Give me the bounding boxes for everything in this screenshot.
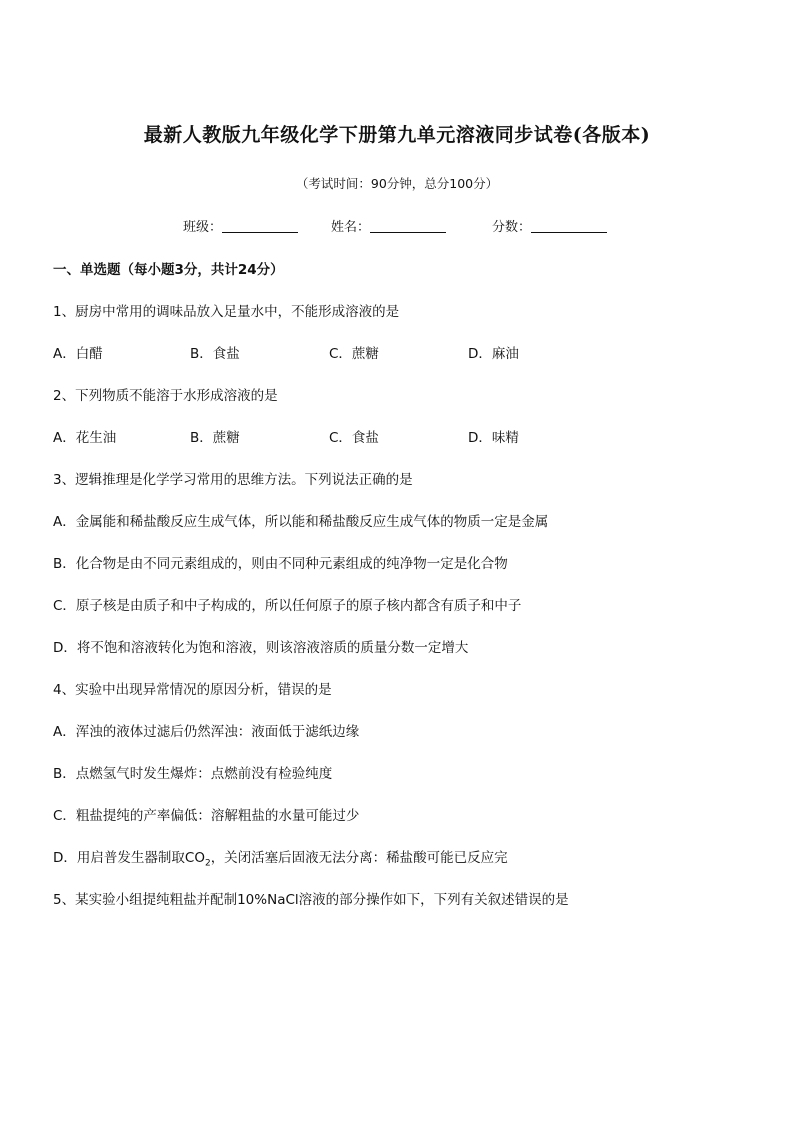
score-field[interactable]	[492, 216, 607, 235]
score-blank[interactable]	[531, 220, 607, 233]
name-label: 姓名：	[331, 220, 371, 235]
question-4-option-c[interactable]: C．粗盐提纯的产率偏低：溶解粗盐的水量可能过少	[53, 808, 360, 824]
class-blank[interactable]	[222, 220, 298, 233]
question-4-option-d[interactable]	[53, 846, 508, 869]
question-1-option-c[interactable]: C．蔗糖	[329, 346, 379, 362]
name-field[interactable]	[331, 216, 446, 235]
question-3-stem: 3、逻辑推理是化学学习常用的思维方法。下列说法正确的是	[53, 472, 413, 488]
question-3-option-b[interactable]: B．化合物是由不同元素组成的，则由不同种元素组成的纯净物一定是化合物	[53, 556, 508, 572]
question-4-stem: 4、实验中出现异常情况的原因分析，错误的是	[53, 682, 332, 698]
exam-time-note: （考试时间：90分钟，总分100分）	[295, 176, 499, 191]
question-2-option-a[interactable]: A．花生油	[53, 430, 117, 446]
question-3-option-c[interactable]: C．原子核是由质子和中子构成的，所以任何原子的原子核内都含有质子和中子	[53, 598, 522, 614]
question-3-option-d[interactable]: D．将不饱和溶液转化为饱和溶液，则该溶液溶质的质量分数一定增大	[53, 640, 469, 656]
class-field[interactable]	[183, 216, 298, 235]
question-3-option-a[interactable]: A．金属能和稀盐酸反应生成气体，所以能和稀盐酸反应生成气体的物质一定是金属	[53, 514, 549, 530]
co2-subscript: 2	[204, 858, 211, 869]
question-4-option-a[interactable]: A．浑浊的液体过滤后仍然浑浊：液面低于滤纸边缘	[53, 724, 360, 740]
question-2-stem: 2、下列物质不能溶于水形成溶液的是	[53, 388, 278, 404]
question-5-stem: 5、某实验小组提纯粗盐并配制10%NaCl溶液的部分操作如下，下列有关叙述错误的是	[53, 892, 569, 908]
question-4-option-b[interactable]: B．点燃氢气时发生爆炸：点燃前没有检验纯度	[53, 766, 333, 782]
class-label: 班级：	[183, 220, 223, 235]
score-label: 分数：	[492, 220, 532, 235]
question-4-option-d-rest: ，关闭活塞后固液无法分离：稀盐酸可能已反应完	[210, 850, 508, 866]
question-4-option-d-text: D．用启普发生器制取CO	[53, 850, 205, 866]
question-1-option-b[interactable]: B．食盐	[190, 346, 240, 362]
question-1-option-d[interactable]: D．麻油	[468, 346, 519, 362]
question-2-option-b[interactable]: B．蔗糖	[190, 430, 240, 446]
question-1-stem: 1、厨房中常用的调味品放入足量水中，不能形成溶液的是	[53, 304, 400, 320]
question-2-option-d[interactable]: D．味精	[468, 430, 519, 446]
name-blank[interactable]	[370, 220, 446, 233]
question-1-option-a[interactable]: A．白醋	[53, 346, 103, 362]
page-title: 最新人教版九年级化学下册第九单元溶液同步试卷(各版本)	[143, 124, 651, 146]
section-heading: 一、单选题（每小题3分，共计24分）	[53, 262, 284, 278]
question-2-option-c[interactable]: C．食盐	[329, 430, 379, 446]
